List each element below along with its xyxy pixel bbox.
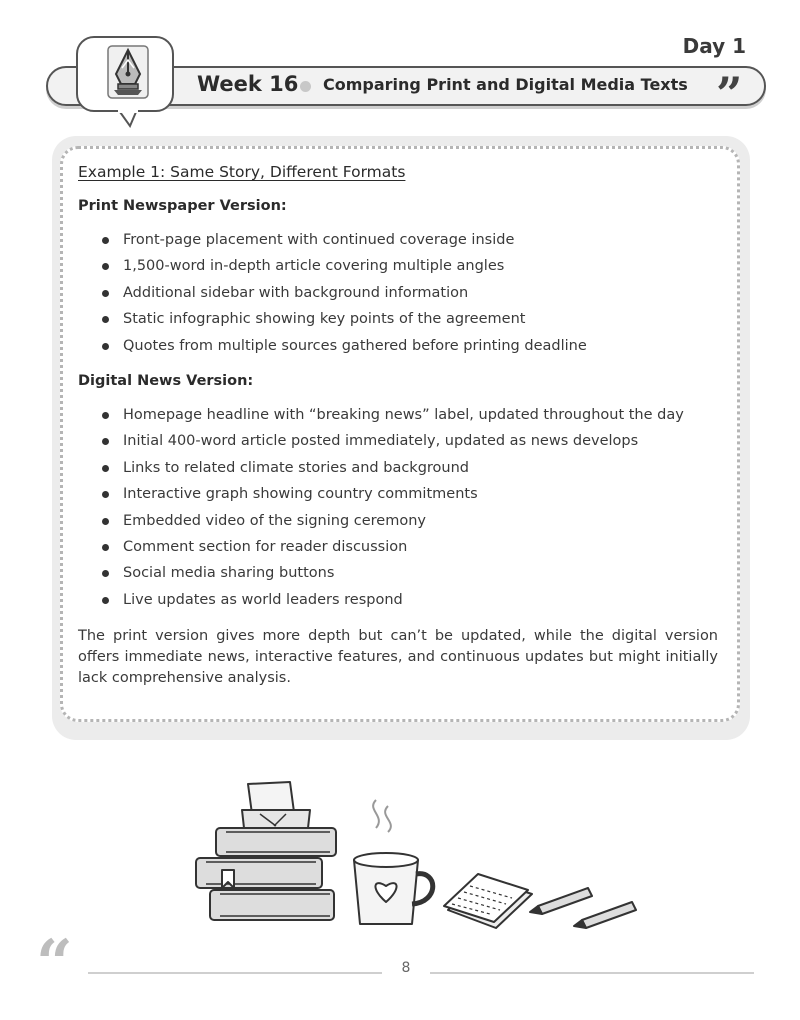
print-list [100, 230, 587, 362]
list-item: Front-page placement with continued coverage inside [100, 230, 587, 256]
week-label: Week 16 [197, 72, 299, 96]
list-item: Social media sharing buttons [100, 563, 684, 589]
day-label: Day 1 [682, 34, 746, 58]
list-item: Comment section for reader discussion [100, 537, 684, 563]
summary-paragraph: The print version gives more depth but can’t be updated, while the digital version offers immediate news, interactive features, and continuous updates but might initially lack comprehensive analysis. [78, 628, 718, 686]
list-item: Embedded video of the signing ceremony [100, 511, 684, 537]
separator-dot [300, 81, 311, 92]
digital-list [100, 405, 684, 616]
pen-nib-icon [78, 38, 176, 128]
digital-heading: Digital News Version: [78, 373, 254, 389]
list-item: Homepage headline with “breaking news” label, updated throughout the day [100, 405, 684, 431]
logo-bubble [76, 36, 174, 112]
list-item: Quotes from multiple sources gathered before printing deadline [100, 336, 587, 362]
desk-illustration [190, 770, 650, 930]
list-item: Initial 400-word article posted immediately, updated as news develops [100, 431, 684, 457]
notepad-icon [444, 874, 532, 928]
list-item: 1,500-word in-depth article covering multiple angles [100, 256, 587, 282]
list-item: Additional sidebar with background information [100, 283, 587, 309]
example-title: Example 1: Same Story, Different Formats [78, 163, 406, 181]
print-heading: Print Newspaper Version: [78, 198, 287, 214]
paper-stack-icon [242, 782, 310, 828]
list-item: Static infographic showing key points of the agreement [100, 309, 587, 335]
list-item: Interactive graph showing country commitments [100, 484, 684, 510]
list-item: Live updates as world leaders respond [100, 590, 684, 616]
list-item: Links to related climate stories and background [100, 458, 684, 484]
footer-rule-left [88, 972, 382, 974]
pencil-icon [530, 888, 636, 928]
page-number: 8 [401, 960, 411, 976]
topic-label: Comparing Print and Digital Media Texts [323, 75, 688, 94]
opening-quote-icon: “ [36, 926, 73, 1001]
book-stack-icon [196, 828, 336, 920]
footer-rule-right [430, 972, 754, 974]
coffee-mug-icon [354, 800, 433, 924]
closing-quote-icon: ” [716, 67, 743, 121]
